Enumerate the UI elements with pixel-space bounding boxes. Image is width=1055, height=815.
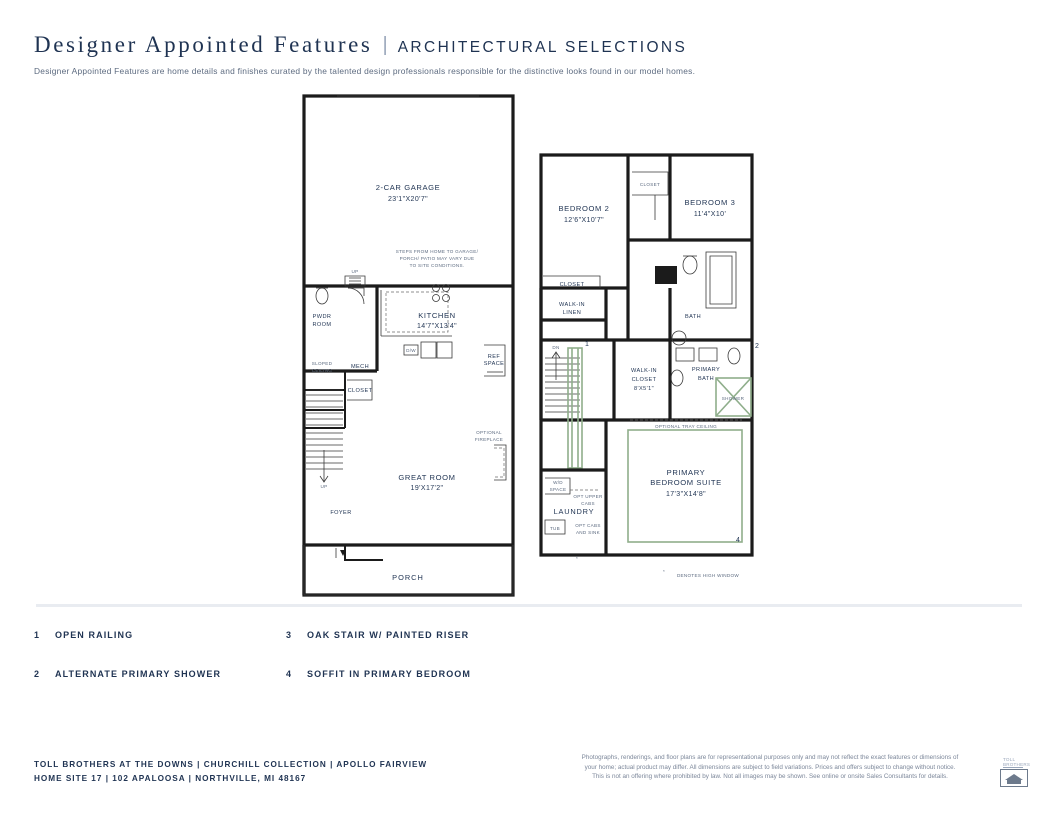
title-row [34,32,1021,58]
svg-text:CLOSET: CLOSET [559,282,585,288]
svg-text:CABS: CABS [581,501,595,506]
legend-label: OAK STAIR W/ PAINTED RISER [307,630,470,640]
legend-item [286,669,538,679]
svg-text:*: * [575,556,579,561]
svg-text:2-CAR GARAGE: 2-CAR GARAGE [375,183,441,192]
svg-text:OPTIONAL: OPTIONAL [476,430,502,435]
footer-disclaimer [535,753,1005,782]
svg-text:PORCH/ PATIO MAY VARY DUE: PORCH/ PATIO MAY VARY DUE [399,256,475,261]
footer-community-info [34,758,427,786]
svg-text:OPTIONAL TRAY CEILING: OPTIONAL TRAY CEILING [654,424,718,429]
svg-text:WALK-IN: WALK-IN [631,368,657,374]
svg-text:WALK-IN: WALK-IN [559,302,585,308]
svg-text:REF: REF [487,354,501,360]
svg-text:UP: UP [351,269,359,274]
svg-text:STEPS FROM HOME TO GARAGE/: STEPS FROM HOME TO GARAGE/ [395,249,479,254]
svg-text:SHOWER: SHOWER [721,396,745,401]
svg-text:OPT CABS: OPT CABS [575,523,601,528]
footer-line-1: TOLL BROTHERS AT THE DOWNS | CHURCHILL COLLECTION | APOLLO FAIRVIEW [34,760,428,769]
svg-text:BEDROOM SUITE: BEDROOM SUITE [650,478,722,487]
svg-text:CLOSET: CLOSET [639,182,661,187]
svg-text:PWDR: PWDR [312,314,332,320]
page-description: Designer Appointed Features are home details and finishes curated by the talented design professionals responsible for the distinctive looks found in our model homes. [34,66,696,76]
legend-number: 1 [34,630,40,640]
svg-text:BATH: BATH [684,314,702,320]
legend [34,630,734,679]
svg-text:11'4"X10': 11'4"X10' [693,211,727,218]
svg-text:23'1"X20'7": 23'1"X20'7" [387,196,429,203]
svg-text:BEDROOM 2: BEDROOM 2 [558,204,610,213]
svg-text:BEDROOM 3: BEDROOM 3 [684,198,736,207]
svg-text:SLOPED: SLOPED [311,361,333,366]
page-title: Designer Appointed Features [34,32,373,57]
legend-item [34,630,286,640]
floor-plans-container [0,90,1055,600]
svg-text:PRIMARY: PRIMARY [691,367,721,373]
svg-text:BATH: BATH [697,376,715,382]
svg-text:17'3"X14'8": 17'3"X14'8" [665,491,707,498]
equal-housing-opportunity-icon [1000,769,1028,787]
legend-label: SOFFIT IN PRIMARY BEDROOM [307,669,472,679]
legend-number: 4 [286,669,292,679]
svg-text:SPACE: SPACE [483,361,505,367]
svg-text:FOYER: FOYER [330,510,352,516]
disclaimer-line-2: your home; actual product may differ. All dimensions are subject to field variations. Prices and offers subject to change without notice. [584,763,956,771]
svg-text:TO SITE CONDITIONS.: TO SITE CONDITIONS. [409,263,465,268]
svg-text:14'7"X13'4": 14'7"X13'4" [416,323,458,330]
svg-text:UP: UP [320,484,328,489]
footer-logos [1000,755,1031,785]
disclaimer-line-1: Photographs, renderings, and floor plans are for representational purposes only and may not reflect the exact features or dimensions of [581,754,959,761]
svg-text:ROOM: ROOM [312,322,332,328]
svg-text:TUB: TUB [549,526,561,531]
brand-logo [1003,755,1031,768]
svg-text:19'X17'2": 19'X17'2" [410,485,444,492]
page-header [34,32,1021,76]
callout-2: 2 [755,343,759,350]
svg-text:CLOSET: CLOSET [631,377,657,383]
svg-text:SPACE: SPACE [549,487,567,492]
svg-text:CEILING: CEILING [311,368,333,373]
legend-number: 2 [34,669,40,679]
floor-plans-drawing [0,90,1055,600]
disclaimer-line-3: This is not an offering where prohibited by law. Not all images may be shown. See online or onsite Sales Consultants for details. [592,773,948,781]
footer-line-2: HOME SITE 17 | 102 APALOOSA | NORTHVILLE, MI 48167 [34,774,307,783]
svg-text:DN: DN [552,345,560,350]
svg-text:8'X5'1": 8'X5'1" [634,386,654,392]
svg-text:W/D: W/D [553,480,563,485]
page-subtitle-heading: ARCHITECTURAL SELECTIONS [397,39,688,56]
legend-label: ALTERNATE PRIMARY SHOWER [55,669,222,679]
section-divider [36,604,1022,607]
title-divider: | [382,34,388,56]
svg-text:DENOTES HIGH WINDOW: DENOTES HIGH WINDOW [676,573,740,578]
svg-text:OPT UPPER: OPT UPPER [573,494,603,499]
svg-text:12'6"X10'7": 12'6"X10'7" [563,217,605,224]
svg-text:MECH: MECH [350,364,370,370]
svg-text:D/W: D/W [406,348,416,353]
svg-text:LAUNDRY: LAUNDRY [553,507,595,516]
svg-text:PORCH: PORCH [392,573,424,582]
svg-text:*: * [662,569,666,574]
svg-text:LINEN: LINEN [562,310,582,316]
legend-item [34,669,286,679]
callout-1: 1 [585,341,589,348]
legend-item [286,630,538,640]
svg-text:PRIMARY: PRIMARY [666,468,706,477]
callout-4: 4 [736,537,740,544]
svg-text:AND SINK: AND SINK [575,530,601,535]
svg-text:FIREPLACE: FIREPLACE [474,437,504,442]
svg-text:KITCHEN: KITCHEN [418,311,456,320]
brand-logo-text: TOLL BROTHERS [1003,757,1031,767]
legend-label: OPEN RAILING [55,630,134,640]
svg-text:CLOSET: CLOSET [347,388,373,394]
svg-text:GREAT ROOM: GREAT ROOM [398,473,456,482]
legend-number: 3 [286,630,292,640]
